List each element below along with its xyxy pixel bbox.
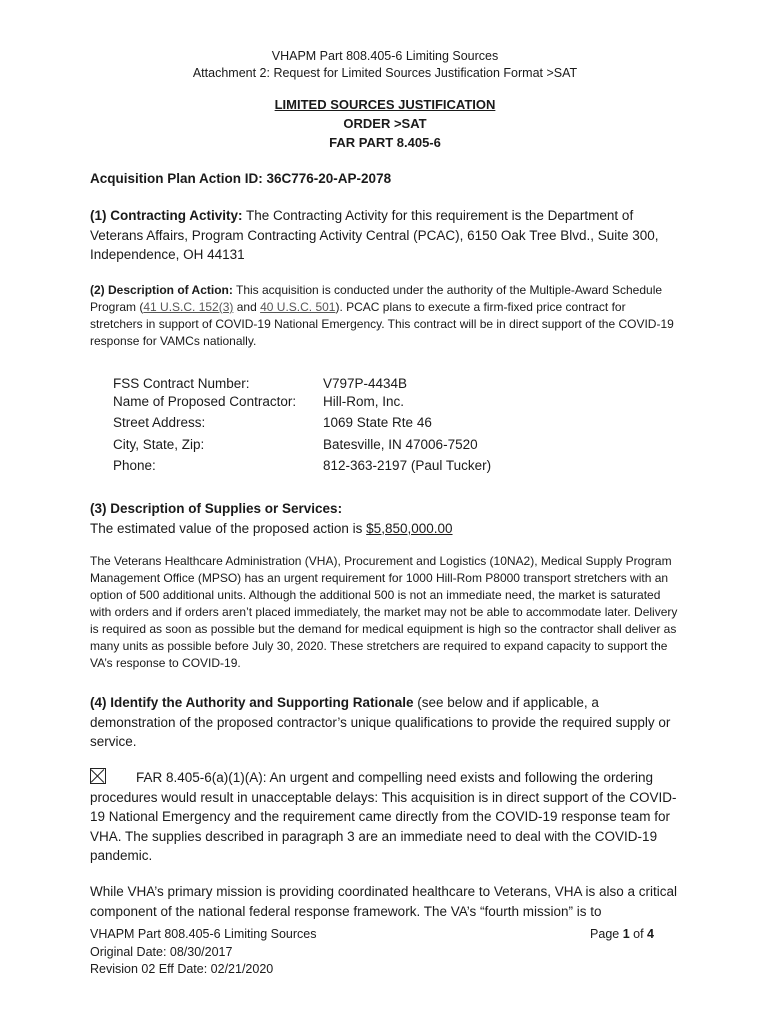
estimated-value-amount: $5,850,000.00 xyxy=(366,520,453,536)
contractor-row: Name of Proposed Contractor: Hill-Rom, Inc. xyxy=(113,393,405,409)
contractor-row: Phone: 812-363-2197 (Paul Tucker) xyxy=(113,458,492,473)
contractor-row: City, State, Zip: Batesville, IN 47006-7520 xyxy=(113,436,478,452)
usc-501-link[interactable]: 40 U.S.C. 501 xyxy=(260,300,336,314)
contractor-row: Street Address: 1069 State Rte 46 xyxy=(113,415,432,430)
title-line-2: ORDER >SAT xyxy=(343,116,427,131)
section-1 xyxy=(90,206,680,265)
action-id: Acquisition Plan Action ID: 36C776-20-AP-2078 xyxy=(90,171,392,186)
usc-152-link[interactable]: 41 U.S.C. 152(3) xyxy=(143,300,234,314)
document-footer xyxy=(90,926,654,979)
section-2: (2) Description of Action: This acquisition is conducted under the authority of the Multiple-Award Schedule Program (41 U.S.C. 152(3) and 40 U.S.C. 501). PCAC plans to execute a firm-fixed price contract for stretchers in support of COVID-19 National Emergency. This contract will be in direct support of the COVID-19 response for VAMCs nationally. xyxy=(90,283,674,348)
contractor-info-table xyxy=(113,373,491,477)
footer-line-3: Revision 02 Eff Date: 02/21/2020 xyxy=(90,962,274,976)
section-4 xyxy=(90,693,680,752)
estimated-value: The estimated value of the proposed action is $5,850,000.00 xyxy=(90,520,453,536)
section-3-heading: (3) Description of Supplies or Services: xyxy=(90,501,343,516)
section-3 xyxy=(90,499,680,538)
document-header xyxy=(90,48,680,82)
footer-line-1: VHAPM Part 808.405-6 Limiting Sources xyxy=(90,927,317,941)
closing-paragraph: While VHA’s primary mission is providing coordinated healthcare to Veterans, VHA is also a critical component of the national federal response framework. The VA’s “fourth mission” is to xyxy=(90,884,678,919)
section-1-heading: (1) Contracting Activity: xyxy=(90,208,243,223)
authority-checkbox-item xyxy=(90,768,680,866)
header-line-2: Attachment 2: Request for Limited Sources Justification Format >SAT xyxy=(192,66,578,80)
checked-box-icon[interactable] xyxy=(90,768,106,784)
authority-text: FAR 8.405-6(a)(1)(A): An urgent and compelling need exists and following the ordering procedures would result in unacceptable delays: This acquisition is in direct support of the COVID-19 National Emergency and the requirement came directly from the COVID-19 response team for VHA. The supplies described in paragraph 3 are an immediate need to deal with the COVID-19 pandemic. xyxy=(90,770,677,863)
section-4-text: (see below and if applicable, a demonstration of the proposed contractor’s unique qualifications to provide the required supply or service. xyxy=(90,695,671,749)
section-4-heading: (4) Identify the Authority and Supporting Rationale xyxy=(90,695,414,710)
contractor-row: FSS Contract Number: V797P-4434B xyxy=(113,376,408,391)
section-2-heading: (2) Description of Action: xyxy=(90,283,233,297)
footer-line-2: Original Date: 08/30/2017 xyxy=(90,944,233,959)
title-line-3: FAR PART 8.405-6 xyxy=(329,135,441,150)
section-3-paragraph: The Veterans Healthcare Administration (VHA), Procurement and Logistics (10NA2), Medical Supply Program Management Office (MPSO) has an urgent requirement for 1000 Hill-Rom P8000 transport stretchers with an option of 500 additional units. Although the additional 500 is not an immediate need, the market is saturated with orders and if orders aren’t placed immediately, the market may not be able to accommodate later. Delivery is required as soon as possible but the demand for medical equipment is high so the contractor shall deliver as many units as possible before July 30, 2020. These stretchers are required to expand capacity to support the VA’s response to COVID-19. xyxy=(90,554,678,670)
page-number: Page 1 of 4 xyxy=(590,927,654,941)
title-line-1: LIMITED SOURCES JUSTIFICATION xyxy=(274,97,496,112)
header-line-1: VHAPM Part 808.405-6 Limiting Sources xyxy=(271,49,499,63)
section-1-text: The Contracting Activity for this requirement is the Department of Veterans Affairs, Program Contracting Activity Central (PCAC), 6150 Oak Tree Blvd., Suite 300, Independence, OH 44131 xyxy=(90,208,659,262)
document-title xyxy=(90,95,680,152)
